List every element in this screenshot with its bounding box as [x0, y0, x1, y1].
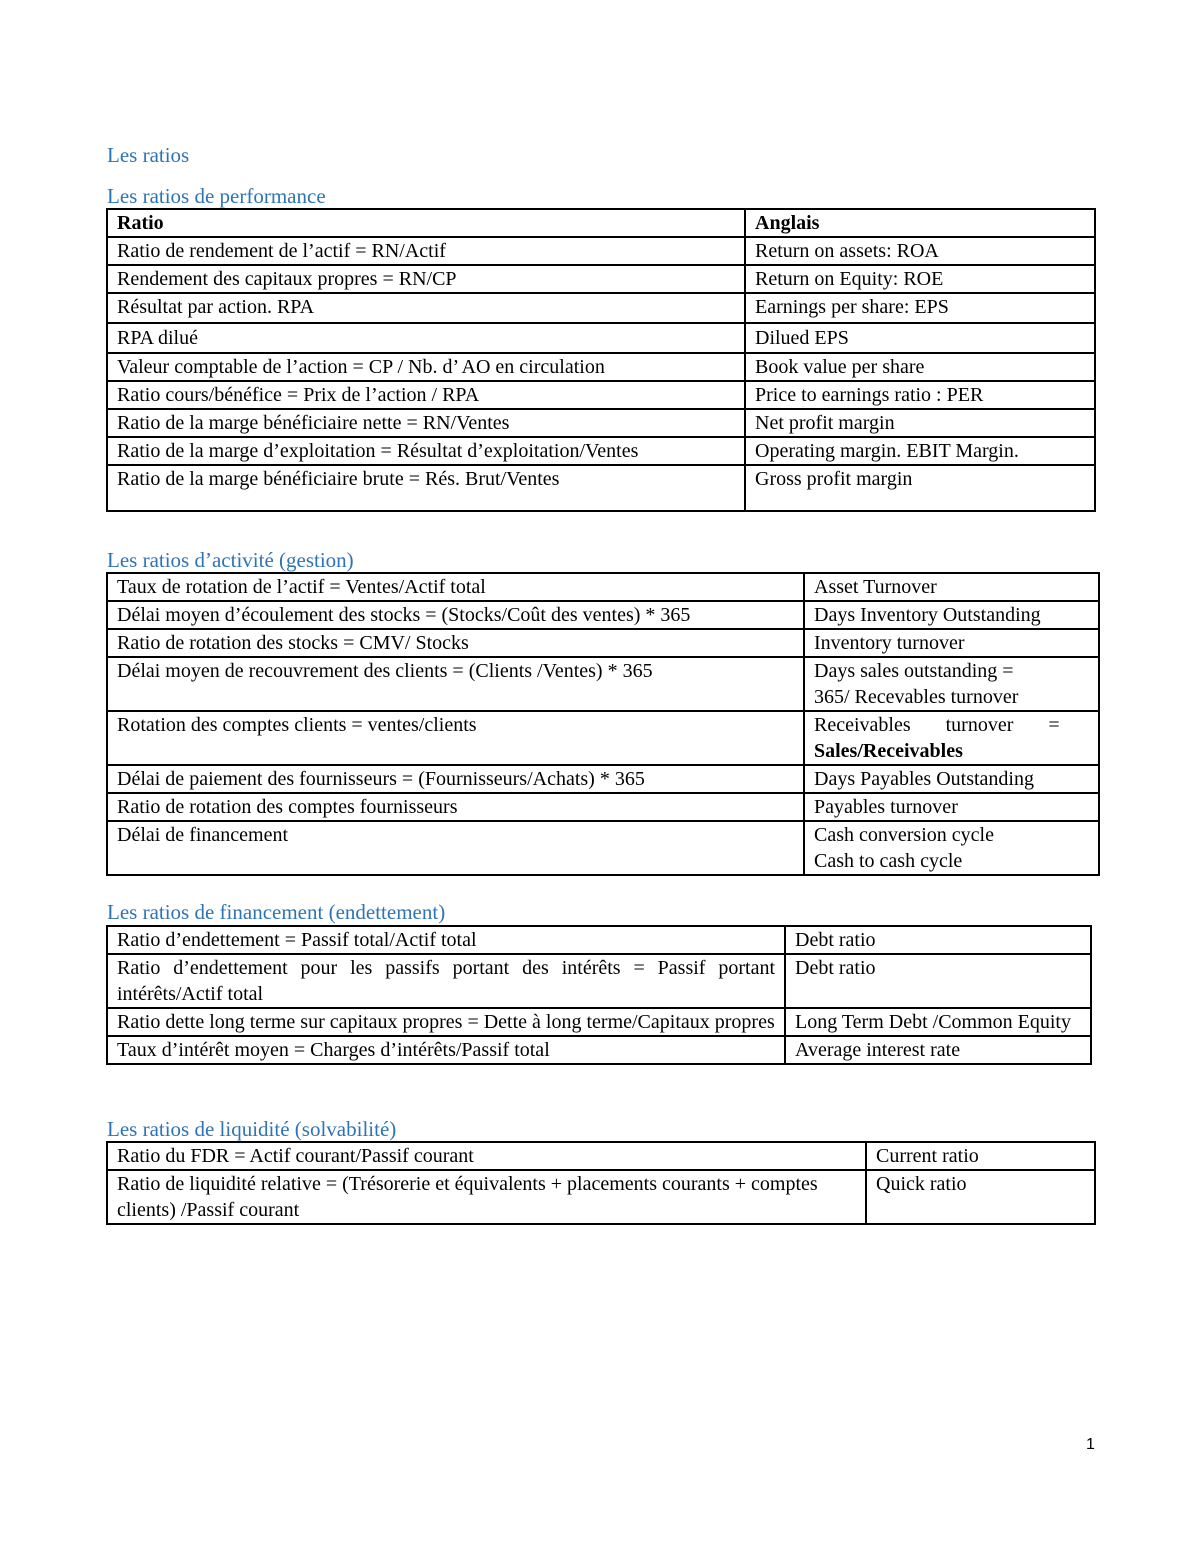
table-row: [107, 821, 1099, 875]
section-title-liquidite: Les ratios de liquidité (solvabilité): [107, 1117, 397, 1141]
table-row: [107, 657, 1099, 711]
table-row: [107, 1008, 1091, 1036]
table-row: [107, 465, 1095, 511]
ratio-cell: Délai de financement: [107, 821, 804, 875]
english-line: Cash to cash cycle: [814, 850, 963, 872]
table-row: [107, 1036, 1091, 1064]
english-line: Days sales outstanding =: [814, 660, 1014, 682]
table-row: [107, 237, 1095, 265]
english-cell: Average interest rate: [785, 1036, 1091, 1064]
ratio-cell: Délai moyen d’écoulement des stocks = (Stocks/Coût des ventes) * 365: [107, 601, 804, 629]
english-cell: Return on Equity: ROE: [745, 265, 1095, 293]
performance-table: [106, 208, 1096, 512]
table-row: [107, 954, 1091, 1008]
english-cell: [804, 821, 1099, 875]
english-cell: Debt ratio: [785, 954, 1091, 1008]
english-cell: [804, 657, 1099, 711]
english-cell: Gross profit margin: [745, 465, 1095, 511]
ratio-cell: Ratio dette long terme sur capitaux propres = Dette à long terme/Capitaux propres: [107, 1008, 785, 1036]
table-header-row: [107, 209, 1095, 237]
ratio-cell: Ratio de rotation des stocks = CMV/ Stocks: [107, 629, 804, 657]
ratio-cell: Ratio de rendement de l’actif = RN/Actif: [107, 237, 745, 265]
table-row: [107, 1142, 1095, 1170]
activite-table: [106, 572, 1100, 876]
ratio-cell: Ratio du FDR = Actif courant/Passif courant: [107, 1142, 866, 1170]
ratio-cell: Ratio de rotation des comptes fournisseurs: [107, 793, 804, 821]
english-cell: Earnings per share: EPS: [745, 293, 1095, 323]
english-cell: Return on assets: ROA: [745, 237, 1095, 265]
ratio-cell: Valeur comptable de l’action = CP / Nb. d’ AO en circulation: [107, 353, 745, 381]
table-row: [107, 711, 1099, 765]
header-ratio: Ratio: [107, 209, 745, 237]
table-row: [107, 381, 1095, 409]
english-cell: Dilued EPS: [745, 323, 1095, 353]
english-cell: Quick ratio: [866, 1170, 1095, 1224]
ratio-cell: Taux de rotation de l’actif = Ventes/Actif total: [107, 573, 804, 601]
english-cell: Book value per share: [745, 353, 1095, 381]
english-cell: Days Inventory Outstanding: [804, 601, 1099, 629]
table-row: [107, 1170, 1095, 1224]
ratio-cell: Délai moyen de recouvrement des clients = (Clients /Ventes) * 365: [107, 657, 804, 711]
english-line: 365/ Recevables turnover: [814, 686, 1019, 708]
ratio-cell: Ratio de la marge bénéficiaire nette = RN/Ventes: [107, 409, 745, 437]
english-text: Receivables turnover =: [814, 714, 1060, 736]
english-cell: Net profit margin: [745, 409, 1095, 437]
ratio-cell: Délai de paiement des fournisseurs = (Fournisseurs/Achats) * 365: [107, 765, 804, 793]
section-title-activite: Les ratios d’activité (gestion): [107, 548, 354, 572]
english-cell: Debt ratio: [785, 926, 1091, 954]
table-row: [107, 601, 1099, 629]
english-cell: Long Term Debt /Common Equity: [785, 1008, 1091, 1036]
financement-table: [106, 925, 1092, 1065]
header-anglais: Anglais: [745, 209, 1095, 237]
english-cell: Price to earnings ratio : PER: [745, 381, 1095, 409]
table-row: [107, 926, 1091, 954]
liquidite-table: [106, 1141, 1096, 1225]
ratio-cell: Ratio d’endettement = Passif total/Actif total: [107, 926, 785, 954]
ratio-cell: Taux d’intérêt moyen = Charges d’intérêts/Passif total: [107, 1036, 785, 1064]
ratio-cell: Ratio de liquidité relative = (Trésorerie et équivalents + placements courants + comptes clients) /Passif courant: [107, 1170, 866, 1224]
table-row: [107, 353, 1095, 381]
english-cell: [804, 711, 1099, 765]
english-line-bold: Sales/Receivables: [814, 740, 963, 762]
table-row: [107, 409, 1095, 437]
ratio-cell: Ratio de la marge d’exploitation = Résultat d’exploitation/Ventes: [107, 437, 745, 465]
section-title-performance: Les ratios de performance: [107, 184, 326, 208]
english-cell: Current ratio: [866, 1142, 1095, 1170]
section-title-financement: Les ratios de financement (endettement): [107, 900, 446, 924]
table-row: [107, 765, 1099, 793]
page-number: 1: [1086, 1436, 1095, 1453]
ratio-cell: Rendement des capitaux propres = RN/CP: [107, 265, 745, 293]
ratio-cell: Résultat par action. RPA: [107, 293, 745, 323]
ratio-cell: Rotation des comptes clients = ventes/clients: [107, 711, 804, 765]
table-row: [107, 437, 1095, 465]
english-cell: Inventory turnover: [804, 629, 1099, 657]
table-row: [107, 265, 1095, 293]
english-cell: Payables turnover: [804, 793, 1099, 821]
ratio-cell: Ratio de la marge bénéficiaire brute = Rés. Brut/Ventes: [107, 465, 745, 511]
table-row: [107, 323, 1095, 353]
english-cell: Operating margin. EBIT Margin.: [745, 437, 1095, 465]
english-cell: Asset Turnover: [804, 573, 1099, 601]
ratio-cell: Ratio cours/bénéfice = Prix de l’action / RPA: [107, 381, 745, 409]
english-line: Cash conversion cycle: [814, 824, 994, 846]
page-title: Les ratios: [107, 143, 190, 167]
ratio-cell: Ratio d’endettement pour les passifs portant des intérêts = Passif portant intérêts/Actif total: [107, 954, 785, 1008]
table-row: [107, 629, 1099, 657]
table-row: [107, 793, 1099, 821]
english-line: [814, 712, 1089, 738]
english-cell: Days Payables Outstanding: [804, 765, 1099, 793]
ratio-cell: RPA dilué: [107, 323, 745, 353]
table-row: [107, 293, 1095, 323]
table-row: [107, 573, 1099, 601]
